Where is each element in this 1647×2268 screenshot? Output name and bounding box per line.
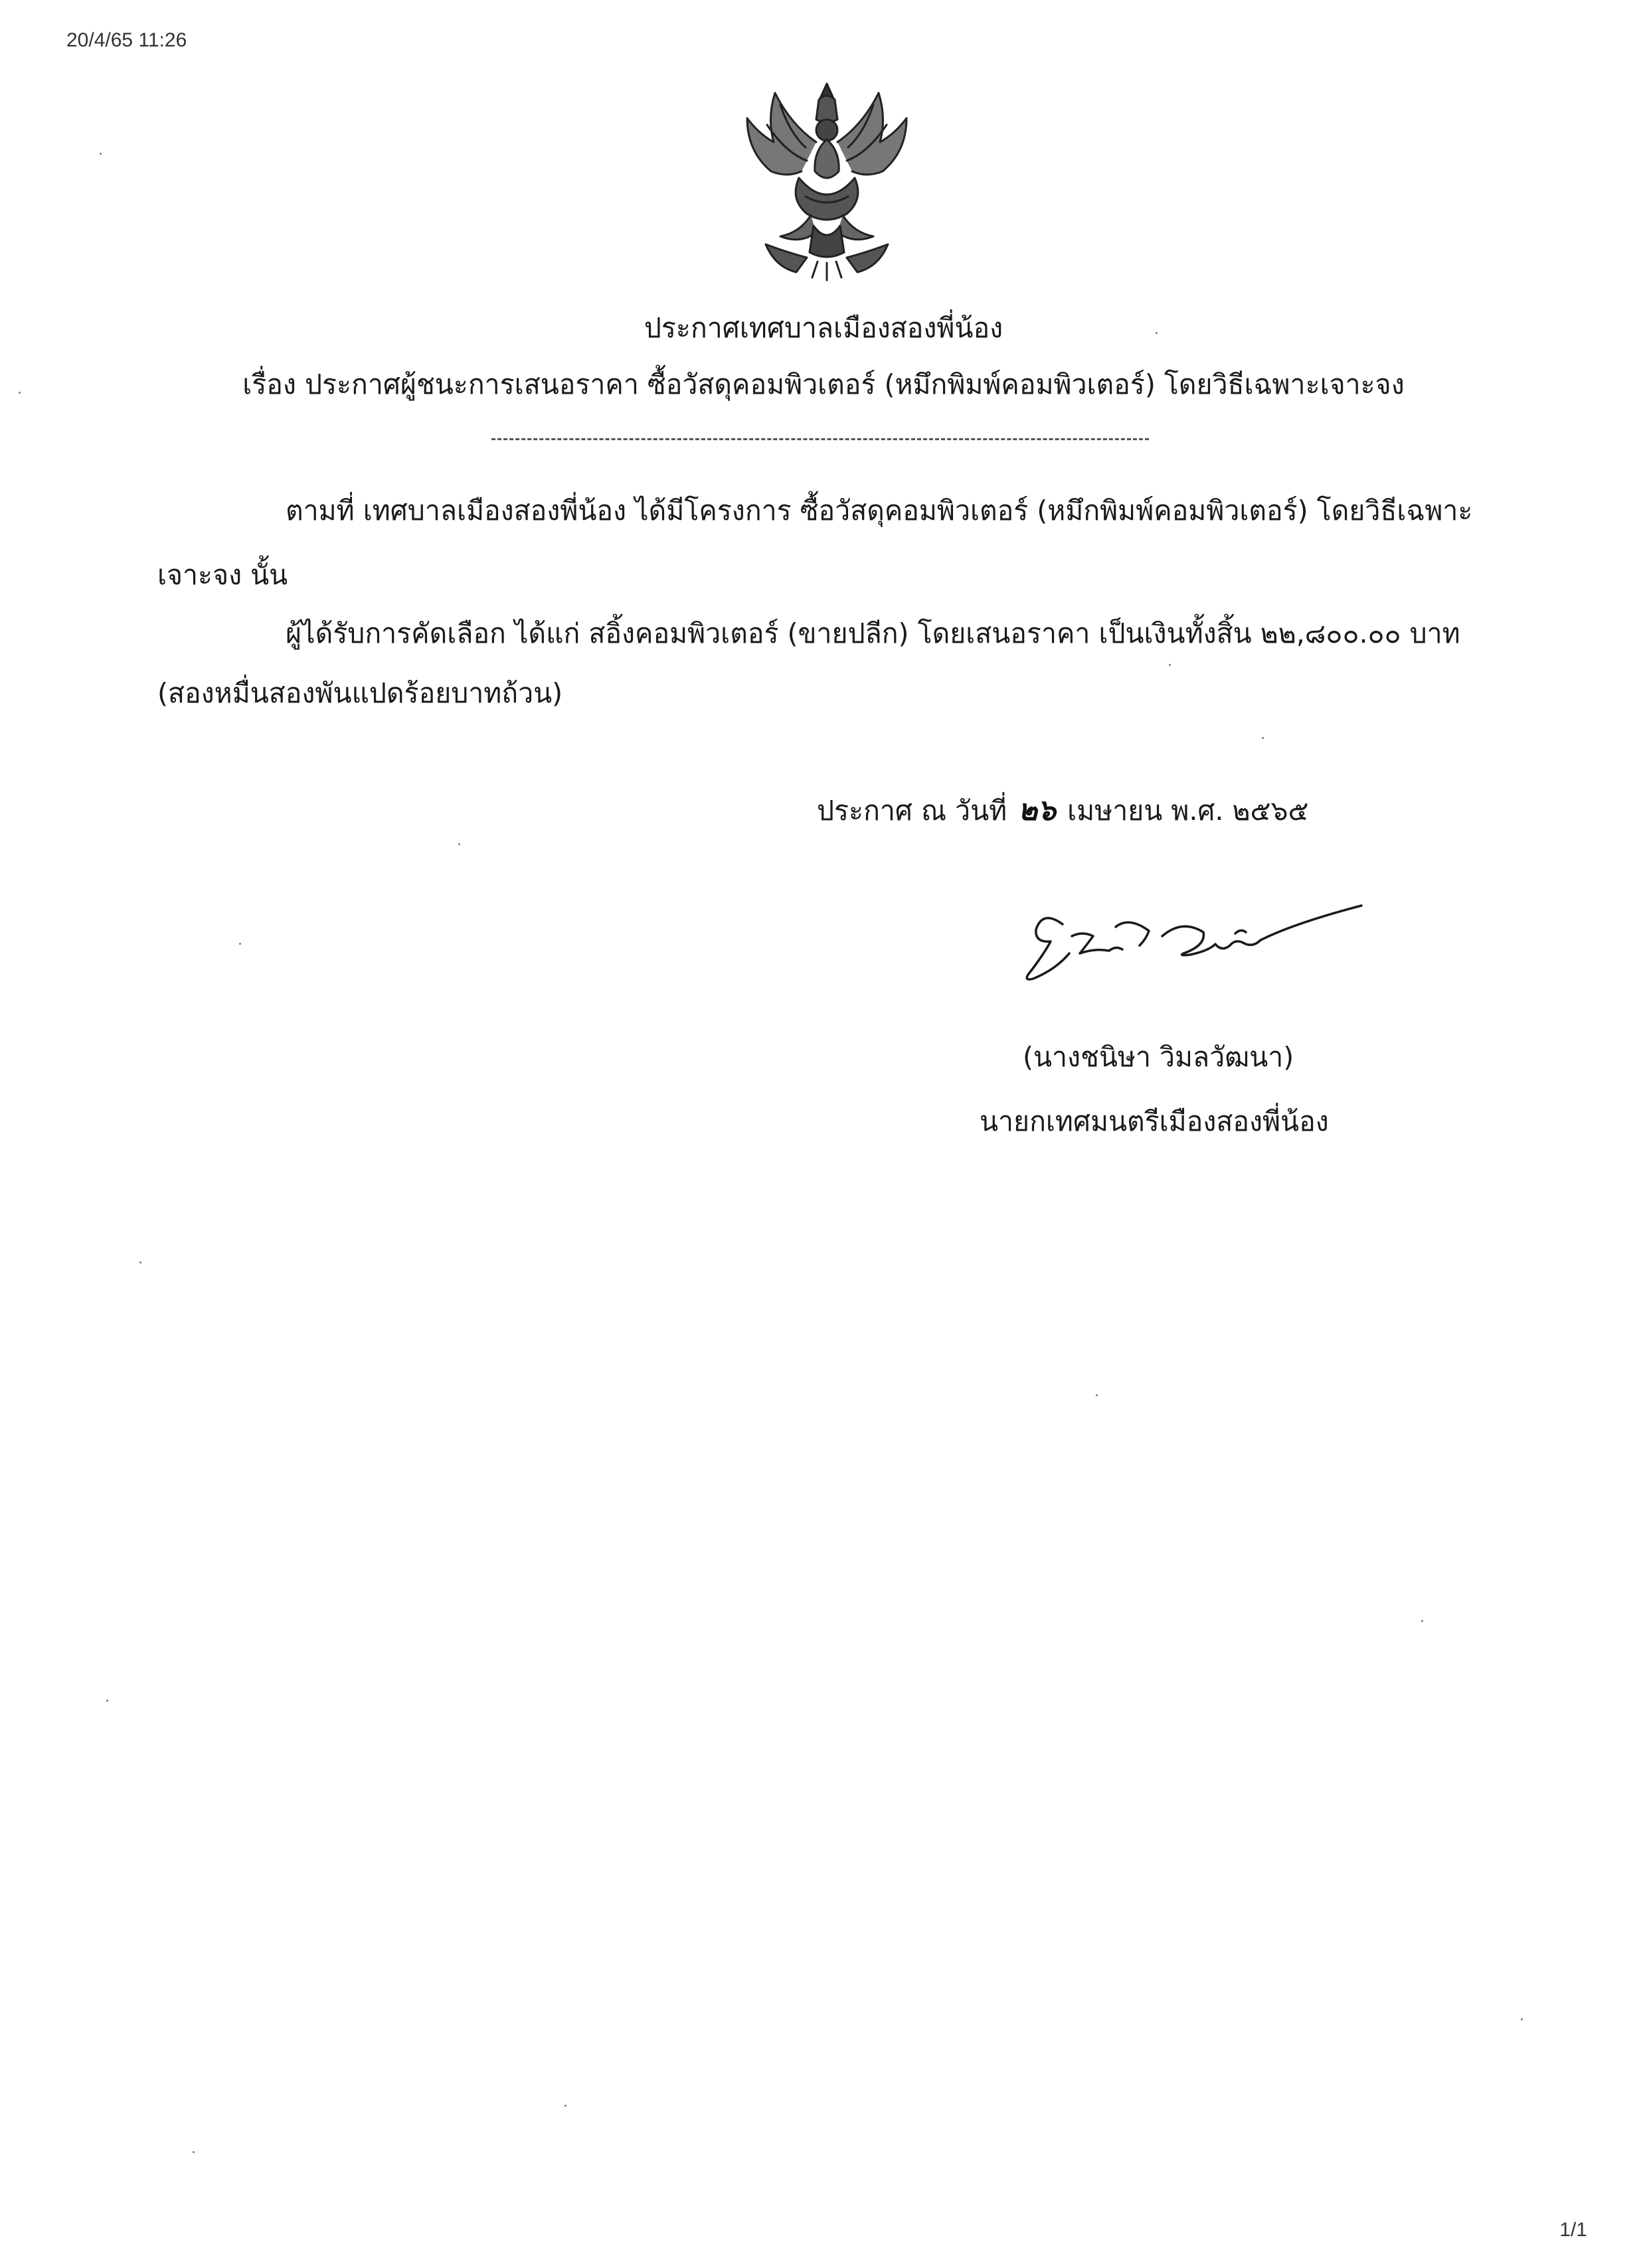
paragraph-1-line-1: ตามที่ เทศบาลเมืองสองพี่น้อง ได้มีโครงการ ซื้อวัสดุคอมพิวเตอร์ (หมึกพิมพ์คอมพิวเตอร์) โดยวิธีเฉพาะ	[286, 495, 1473, 526]
date-month-year: เมษายน พ.ศ. ๒๕๖๕	[1067, 795, 1309, 827]
scan-speck	[458, 843, 460, 845]
scan-speck	[1156, 332, 1158, 334]
announcement-subject: เรื่อง ประกาศผู้ชนะการเสนอราคา ซื้อวัสดุคอมพิวเตอร์ (หมึกพิมพ์คอมพิวเตอร์) โดยวิธีเฉพาะเจาะจง	[242, 368, 1405, 400]
paragraph-2-line-1: ผู้ได้รับการคัดเลือก ได้แก่ สอิ้งคอมพิวเตอร์ (ขายปลีก) โดยเสนอราคา เป็นเงินทั้งสิ้น ๒๒,๘๐๐.๐๐ บาท	[286, 617, 1460, 649]
scan-speck	[1521, 2018, 1523, 2020]
scan-speck	[564, 2105, 566, 2107]
paragraph-2-line-2: (สองหมื่นสองพันแปดร้อยบาทถ้วน)	[157, 677, 563, 709]
scan-speck	[106, 1700, 108, 1702]
signer-position: นายกเทศมนตรีเมืองสองพี่น้อง	[980, 1105, 1329, 1137]
scan-speck	[1262, 737, 1264, 739]
scan-speck	[1096, 1394, 1098, 1396]
scan-speck	[19, 392, 21, 394]
handwritten-day: ๒๖	[1018, 793, 1057, 827]
scan-speck	[1169, 664, 1171, 666]
signer-name: (นางชนิษา วิมลวัฒนา)	[1023, 1041, 1294, 1073]
scan-speck	[239, 943, 241, 945]
handwritten-signature-icon	[1016, 890, 1368, 989]
dashed-divider	[491, 438, 1149, 440]
scan-speck	[100, 153, 102, 155]
scan-speck	[139, 1261, 141, 1263]
announcement-title: ประกาศเทศบาลเมืองสองพี่น้อง	[644, 312, 1003, 344]
announcement-date	[817, 793, 1309, 829]
date-prefix: ประกาศ ณ วันที่	[817, 795, 1007, 827]
scan-speck	[1421, 1620, 1423, 1622]
garuda-emblem-icon	[727, 78, 926, 284]
paragraph-1-line-2: เจาะจง นั้น	[157, 559, 288, 591]
scan-speck	[193, 2151, 195, 2153]
page-counter: 1/1	[1559, 2219, 1587, 2241]
print-timestamp: 20/4/65 11:26	[66, 29, 187, 51]
